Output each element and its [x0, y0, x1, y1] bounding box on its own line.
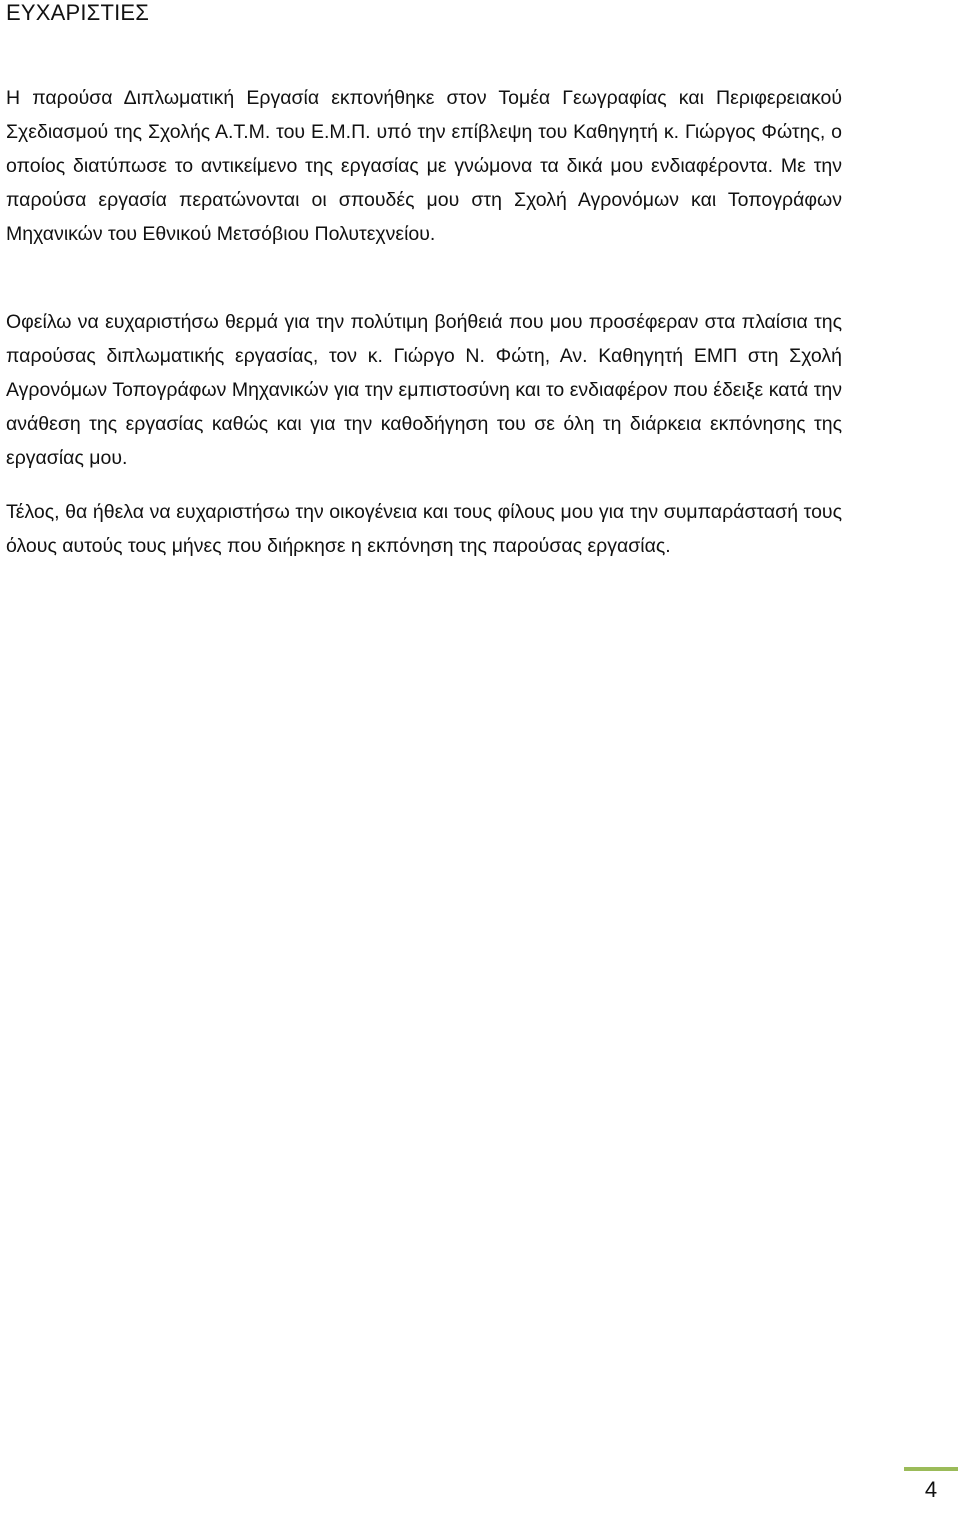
page-title: ΕΥΧΑΡΙΣΤΙΕΣ	[6, 0, 150, 25]
paragraph-introduction: Η παρούσα Διπλωματική Εργασία εκπονήθηκε στον Τομέα Γεωγραφίας και Περιφερειακού Σχεδιασμού της Σχολής Α.Τ.Μ. του Ε.Μ.Π. υπό την επίβλεψη του Καθηγητή κ. Γιώργος Φώτης, ο οποίος διατύπωσε το αντικείμενο της εργασίας με γνώμονα τα δικά μου ενδιαφέροντα. Με την παρούσα εργασία περατώνονται οι σπουδές μου στη Σχολή Αγρονόμων και Τοπογράφων Μηχανικών του Εθνικού Μετσόβιου Πολυτεχνείου.	[6, 87, 842, 245]
page-number-rule	[904, 1467, 958, 1471]
page-footer	[904, 1467, 958, 1525]
paragraph-thanks-family: Τέλος, θα ήθελα να ευχαριστήσω την οικογένεια και τους φίλους μου για την συμπαράστασή τους όλους αυτούς τους μήνες που διήρκησε η εκπόνηση της παρούσας εργασίας.	[6, 501, 842, 557]
page-number: 4	[924, 1477, 938, 1502]
paragraph-thanks-supervisor: Οφείλω να ευχαριστήσω θερμά για την πολύτιμη βοήθειά που μου προσέφεραν στα πλαίσια της παρούσας διπλωματικής εργασίας, τον κ. Γιώργο Ν. Φώτη, Αν. Καθηγητή ΕΜΠ στη Σχολή Αγρονόμων Τοπογράφων Μηχανικών για την εμπιστοσύνη και το ενδιαφέρον που έδειξε κατά την ανάθεση της εργασίας καθώς και για την καθοδήγηση του σε όλη τη διάρκεια εκπόνησης της εργασίας μου.	[6, 311, 842, 469]
